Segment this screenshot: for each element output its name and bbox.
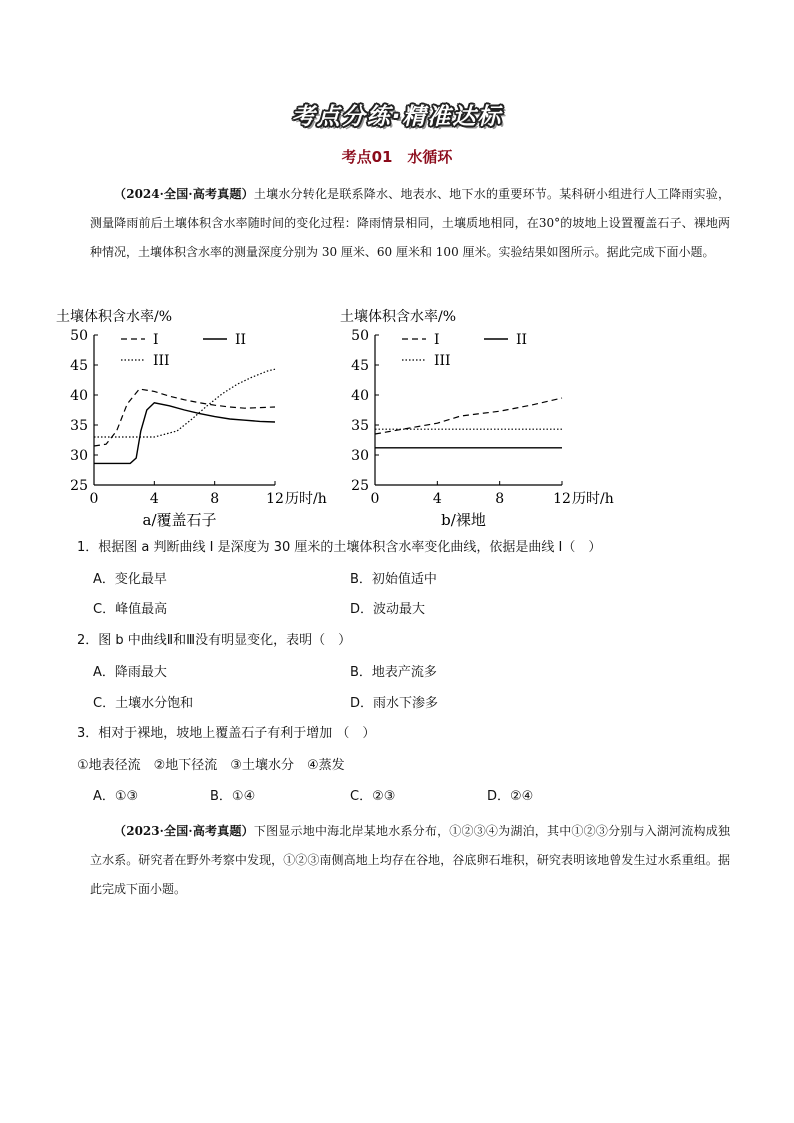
question-1-stem: 1．根据图 a 判断曲线 I 是深度为 30 厘米的土壤体积含水率变化曲线，依据是曲线 I（ ）: [77, 540, 602, 555]
y-tick-label: 40: [70, 388, 88, 404]
series-line-II: [94, 403, 275, 464]
y-tick-label: 35: [351, 418, 369, 434]
chart-caption: b/裸地: [441, 511, 486, 529]
intro-paragraph-2: [90, 817, 730, 904]
q1-option-a[interactable]: A．变化最早: [93, 572, 167, 587]
chart-a-covered-stones: [56, 305, 336, 530]
x-axis-label: 历时/h: [572, 491, 614, 507]
legend-label-II: II: [516, 332, 528, 348]
chart-caption: a/覆盖石子: [142, 511, 217, 529]
y-tick-label: 45: [70, 358, 88, 374]
y-tick-label: 45: [351, 358, 369, 374]
q1-option-b[interactable]: B．初始值适中: [350, 572, 437, 587]
question-3-stem: 3．相对于裸地，坡地上覆盖石子有利于增加 （ ）: [77, 726, 376, 741]
y-tick-label: 25: [70, 478, 88, 494]
topic-title: 考点01 水循环: [341, 148, 453, 166]
source-tag: （2024·全国·高考真题）: [114, 187, 254, 201]
x-tick-label: 12: [553, 491, 571, 507]
q1-option-c[interactable]: C．峰值最高: [93, 602, 168, 617]
source-tag-2: （2023·全国·高考真题）: [114, 824, 254, 838]
question-2-stem: 2．图 b 中曲线Ⅱ和Ⅲ没有明显变化，表明（ ）: [77, 633, 352, 648]
x-tick-label: 0: [89, 491, 99, 507]
y-tick-label: 50: [70, 328, 88, 344]
x-tick-label: 4: [432, 491, 442, 507]
q2-option-d[interactable]: D．雨水下渗多: [350, 696, 439, 711]
q1-option-d[interactable]: D．波动最大: [350, 602, 426, 617]
intro-paragraph-1: [90, 180, 730, 267]
x-tick-label: 12: [266, 491, 284, 507]
q3-option-c[interactable]: C．②③: [350, 789, 396, 804]
y-tick-label: 30: [351, 448, 369, 464]
q3-option-a[interactable]: A．①③: [93, 789, 139, 804]
legend-label-III: III: [434, 353, 451, 369]
legend-label-I: I: [434, 332, 440, 348]
intro-text: 土壤水分转化是联系降水、地表水、地下水的重要环节。某科研小组进行人工降雨实验，测量降雨前后土壤体积含水率随时间的变化过程：降雨情景相同，土壤质地相同，在30°的坡地上设置覆盖石子、裸地两种情况，土壤体积含水率的测量深度分别为 30 厘米、60 厘米和 100 厘米。实验结果如图所示。据此完成下面小题。: [90, 187, 730, 259]
y-tick-label: 40: [351, 388, 369, 404]
y-tick-label: 30: [70, 448, 88, 464]
x-tick-label: 4: [149, 491, 159, 507]
y-tick-label: 25: [351, 478, 369, 494]
q2-option-a[interactable]: A．降雨最大: [93, 665, 167, 680]
q2-option-c[interactable]: C．土壤水分饱和: [93, 696, 194, 711]
question-3-items: ①地表径流 ②地下径流 ③土壤水分 ④蒸发: [77, 758, 345, 773]
legend-label-I: I: [153, 332, 159, 348]
q2-option-b[interactable]: B．地表产流多: [350, 665, 437, 680]
q3-option-d[interactable]: D．②④: [487, 789, 534, 804]
y-axis-label: 土壤体积含水率/%: [340, 309, 457, 325]
section-banner: 考点分练·精准达标: [291, 104, 503, 130]
x-tick-label: 8: [210, 491, 220, 507]
y-tick-label: 35: [70, 418, 88, 434]
x-tick-label: 8: [495, 491, 505, 507]
q3-option-b[interactable]: B．①④: [210, 789, 256, 804]
series-line-I: [94, 389, 275, 446]
legend-label-II: II: [235, 332, 247, 348]
intro-text-2: 下图显示地中海北岸某地水系分布，①②③④为湖泊，其中①②③分别与入湖河流构成独立水系。研究者在野外考察中发现，①②③南侧高地上均存在谷地，谷底卵石堆积，研究表明该地曾发生过水系重组。据此完成下面小题。: [90, 824, 730, 896]
legend-label-III: III: [153, 353, 170, 369]
y-tick-label: 50: [351, 328, 369, 344]
x-tick-label: 0: [370, 491, 380, 507]
series-line-III: [94, 369, 275, 437]
x-axis-label: 历时/h: [285, 491, 327, 507]
chart-b-bare-land: [340, 305, 640, 530]
y-axis-label: 土壤体积含水率/%: [56, 309, 173, 325]
